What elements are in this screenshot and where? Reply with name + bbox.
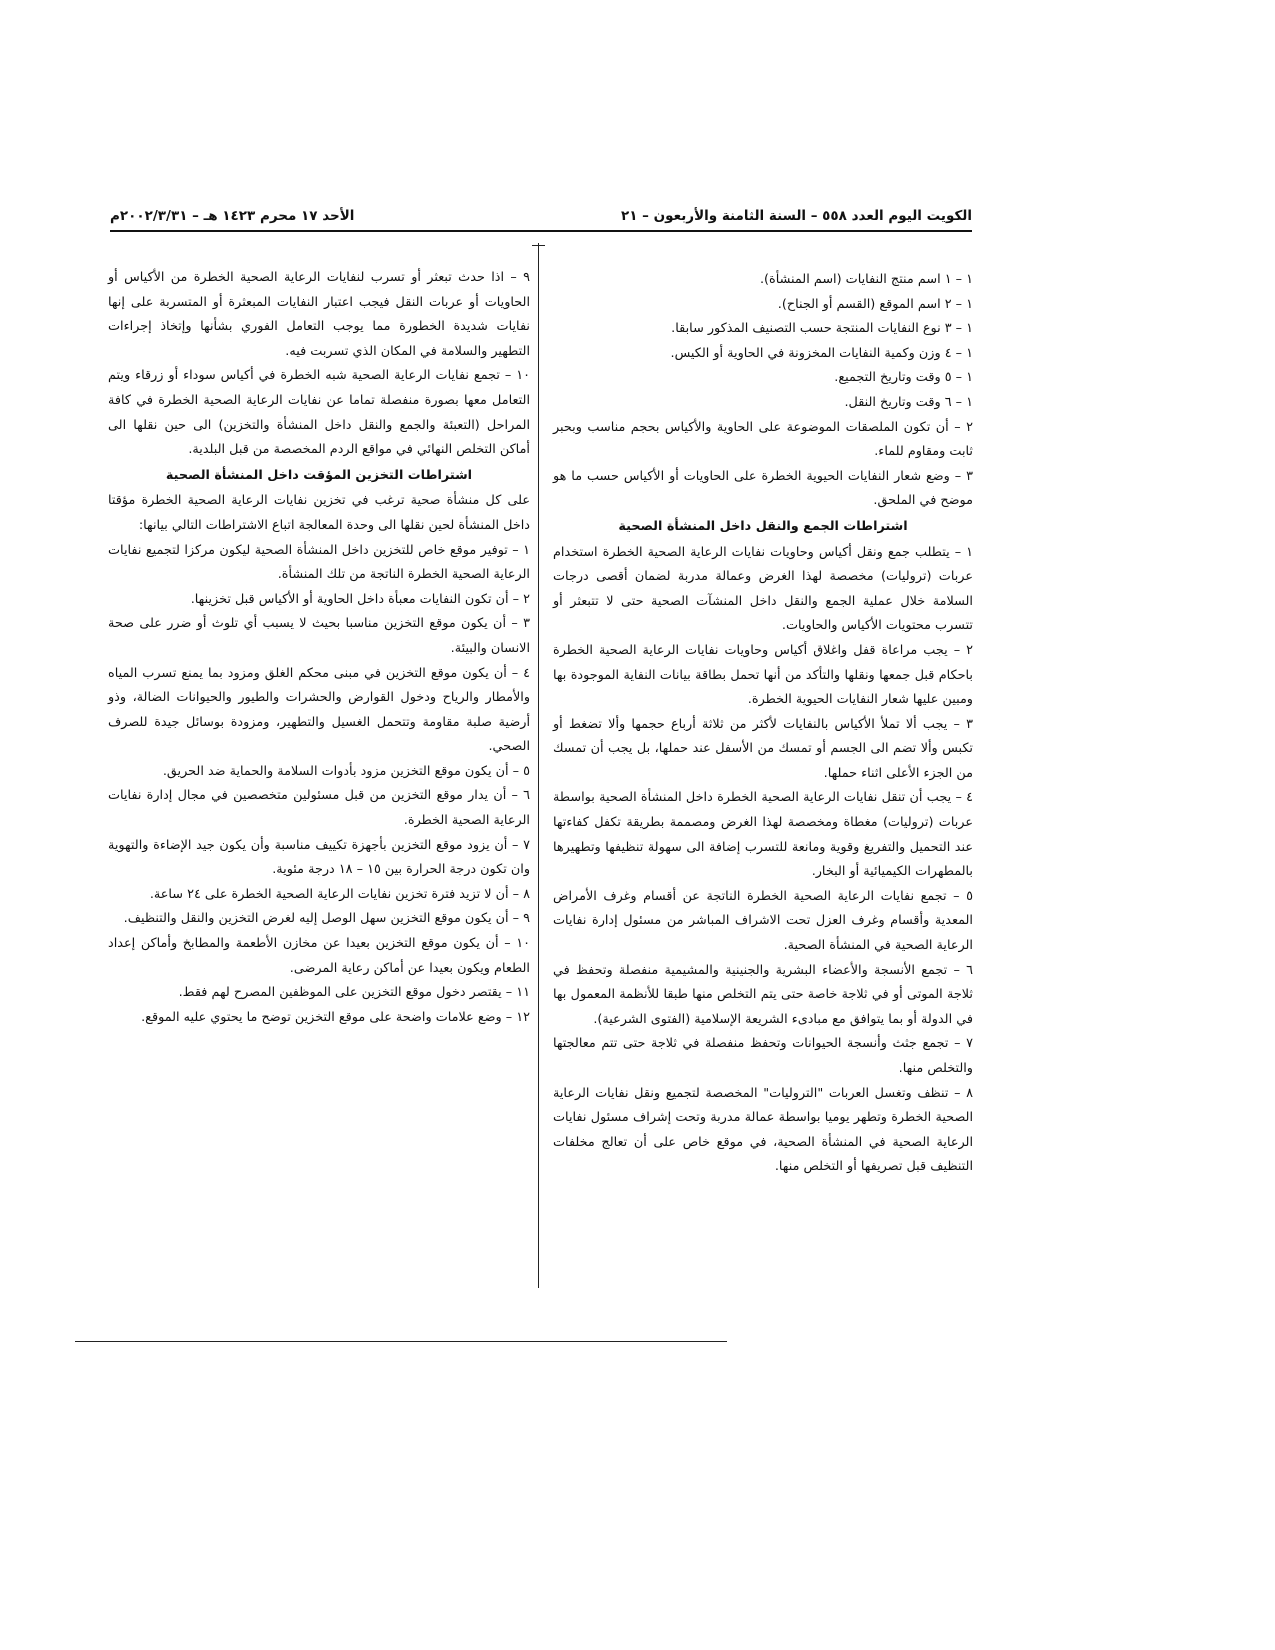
paragraph: ٢ – أن تكون الملصقات الموضوعة على الحاوية والأكياس بحجم مناسب وبحبر ثابت ومقاوم للماء.	[553, 419, 973, 460]
paragraph: ٦ – أن يدار موقع التخزين من قبل مسئولين متخصصين في مجال إدارة نفايات الرعاية الصحية الخطرة.	[108, 788, 530, 829]
paragraph: ١٢ – وضع علامات واضحة على موقع التخزين توضح ما يحتوي عليه الموقع.	[141, 1009, 530, 1025]
paragraph: ٩ – اذا حدث تبعثر أو تسرب لنفايات الرعاية الصحية الخطرة من الأكياس أو الحاويات أو عربات النقل فيجب اعتبار النفايات المبعثرة أو المتسربة على إنها نفايات شديدة الخطورة مما يوجب التعامل الفوري بشأنها وإتخاذ إجراءات التطهير والسلامة في المكان الذي تسربت فيه.	[108, 270, 530, 359]
paragraph: ١٠ – تجمع نفايات الرعاية الصحية شبه الخطرة في أكياس سوداء أو زرقاء ويتم التعامل معها بصورة منفصلة تماما عن نفايات الرعاية الصحية الخطرة في كافة المراحل (التعبئة والجمع والنقل داخل المنشأة والتخزين) الى حين نقلها الى أماكن التخلص النهائي في مواقع الردم المخصصة من قبل البلدية.	[108, 368, 530, 458]
paragraph: ١ – يتطلب جمع ونقل أكياس وحاويات نفايات الرعاية الصحية الخطرة استخدام عربات (ترولیات) مخصصة لهذا الغرض وعمالة مدربة لضمان أقصى درجات السلامة خلال عملية الجمع والنقل داخل المنشآت الصحية حتى لا تتبعثر أو تتسرب محتويات الأكياس والحاويات.	[553, 544, 973, 634]
left-column	[108, 266, 530, 1030]
paragraph: ١ – ٣ نوع النفايات المنتجة حسب التصنيف المذكور سابقا.	[671, 321, 973, 337]
paragraph: ٩ – أن يكون موقع التخزين سهل الوصل إليه لغرض التخزين والنقل والتنظيف.	[123, 911, 530, 927]
paragraph: ٨ – أن لا تزيد فترة تخزين نفايات الرعاية الصحية الخطرة على ٢٤ ساعة.	[149, 886, 530, 902]
paragraph: ٤ – أن يكون موقع التخزين في مبنى محكم الغلق ومزود بما يمنع تسرب المياه والأمطار والرياح ودخول القوارض والحشرات والطيور والحيوانات الضالة، وذو أرضية صلبة مقاومة وتتحمل الغسيل والتطهير، ومزودة بوسائل جيدة للصرف الصحي.	[108, 665, 530, 755]
paragraph: ٥ – تجمع نفايات الرعاية الصحية الخطرة الناتجة عن أقسام وغرف الأمراض المعدية وأقسام وغرف العزل تحت الاشراف المباشر من مسئول إدارة نفايات الرعاية الصحية في المنشأة الصحية.	[553, 888, 973, 954]
paragraph: ١ – ١ اسم منتج النفايات (اسم المنشأة).	[759, 272, 973, 287]
paragraph: ٥ – أن يكون موقع التخزين مزود بأدوات السلامة والحماية ضد الحريق.	[162, 763, 530, 779]
column-divider-cross	[532, 245, 545, 246]
paragraph: ١١ – يقتصر دخول موقع التخزين على الموظفين المصرح لهم فقط.	[178, 985, 530, 1001]
paragraph: ٢ – يجب مراعاة قفل واغلاق أكياس وحاويات نفايات الرعاية الصحية الخطرة باحكام قبل جمعها ونقلها والتأكد من أنها تحمل بطاقة بيانات النفاية الموجودة بها ومبين عليها شعار النفايات الحيوية الخطرة.	[553, 642, 973, 708]
paragraph: ٦ – تجمع الأنسجة والأعضاء البشرية والجنينية والمشيمية منفصلة وتحفظ في ثلاجة الموتى أو في ثلاجة خاصة حتى يتم التخلص منها طبقا للأنظمة المعمول بها في الدولة أو بما يتوافق مع مبادىء الشريعة الإسلامية (الفتوى الشرعية).	[553, 962, 973, 1027]
paragraph: ١ – ٦ وقت وتاريخ النقل.	[844, 394, 973, 410]
paragraph: ١ – ٢ اسم الموقع (القسم أو الجناح).	[777, 296, 973, 312]
paragraph: على كل منشأة صحية ترغب في تخزين نفايات الرعاية الصحية الخطرة مؤقتا داخل المنشأة لحين نقلها الى وحدة المعالجة اتباع الاشتراطات التالي بيانها:	[108, 493, 530, 533]
paragraph: ٧ – أن يزود موقع التخزين بأجهزة تكييف مناسبة وأن يكون جيد الإضاءة والتهوية وان تكون درجة الحرارة بين ١٥ – ١٨ درجة مئوية.	[108, 837, 530, 878]
page-header	[110, 206, 972, 232]
section-heading: اشتراطات التخزين المؤقت داخل المنشأة الصحية	[165, 467, 473, 483]
paragraph: ٣ – وضع شعار النفايات الحيوية الخطرة على الحاويات أو الأكياس حسب ما هو موضح في الملحق.	[553, 468, 973, 509]
paragraph: ١ – ٤ وزن وكمية النفايات المخزونة في الحاوية أو الكيس.	[670, 345, 973, 361]
column-divider	[538, 243, 539, 1288]
paragraph: ٧ – تجمع جثث وأنسجة الحيوانات وتحفظ منفصلة في ثلاجة حتى تتم معالجتها والتخلص منها.	[553, 1036, 973, 1076]
paragraph: ٣ – أن يكون موقع التخزين مناسبا بحيث لا يسبب أي تلوث أو ضرر على صحة الانسان والبيئة.	[108, 616, 530, 656]
right-column	[553, 268, 973, 1180]
paragraph: ٣ – يجب ألا تملأ الأكياس بالنفايات لأكثر من ثلاثة أرباع حجمها وألا تضغط أو تكبس وألا تضم الى الجسم أو تمسك من الأسفل عند حملها، بل يجب أن تمسك من الجزء الأعلى اثناء حملها.	[553, 716, 973, 781]
paragraph: ٤ – يجب أن تنقل نفايات الرعاية الصحية الخطرة داخل المنشأة الصحية بواسطة عربات (ترولیات) مغطاة ومخصصة لهذا الغرض ومصممة بطريقة تكفل كفاءتها عند التحميل والتفريغ وقوية ومانعة للتسرب إضافة الى سهولة تنظيفها وتطهيرها بالمطهرات الكيميائية أو البخار.	[553, 790, 973, 880]
paragraph: ٨ – تنظف وتغسل العربات "الترولیات" المخصصة لتجميع ونقل نفايات الرعاية الصحية الخطرة وتطهر يوميا بواسطة عمالة مدربة وتحت إشراف مسئول نفايات الرعاية الصحية في المنشأة الصحية، في موقع خاص على أن تعالج مخلفات التنظيف قبل تصريفها أو التخلص منها.	[553, 1085, 973, 1175]
header-issue-info: الكويت اليوم العدد ٥٥٨ – السنة الثامنة والأربعون – ٢١	[621, 208, 972, 224]
footer-rule	[75, 1341, 727, 1342]
section-heading: اشتراطات الجمع والنقل داخل المنشأة الصحية	[618, 518, 908, 534]
paragraph: ١ – ٥ وقت وتاريخ التجميع.	[834, 370, 973, 386]
paragraph: ١٠ – أن يكون موقع التخزين بعيدا عن مخازن الأطعمة والمطابخ وأماكن إعداد الطعام ويكون بعيدا عن أماكن رعاية المرضى.	[108, 936, 530, 976]
header-date: الأحد ١٧ محرم ١٤٢٣ هـ – ٢٠٠٢/٣/٣١م	[110, 208, 355, 224]
paragraph: ٢ – أن تكون النفايات معبأة داخل الحاوية أو الأكياس قبل تخزينها.	[190, 591, 530, 607]
paragraph: ١ – توفير موقع خاص للتخزين داخل المنشأة الصحية ليكون مركزا لتجميع نفايات الرعاية الصحية الخطرة الناتجة من تلك المنشأة.	[108, 542, 530, 583]
